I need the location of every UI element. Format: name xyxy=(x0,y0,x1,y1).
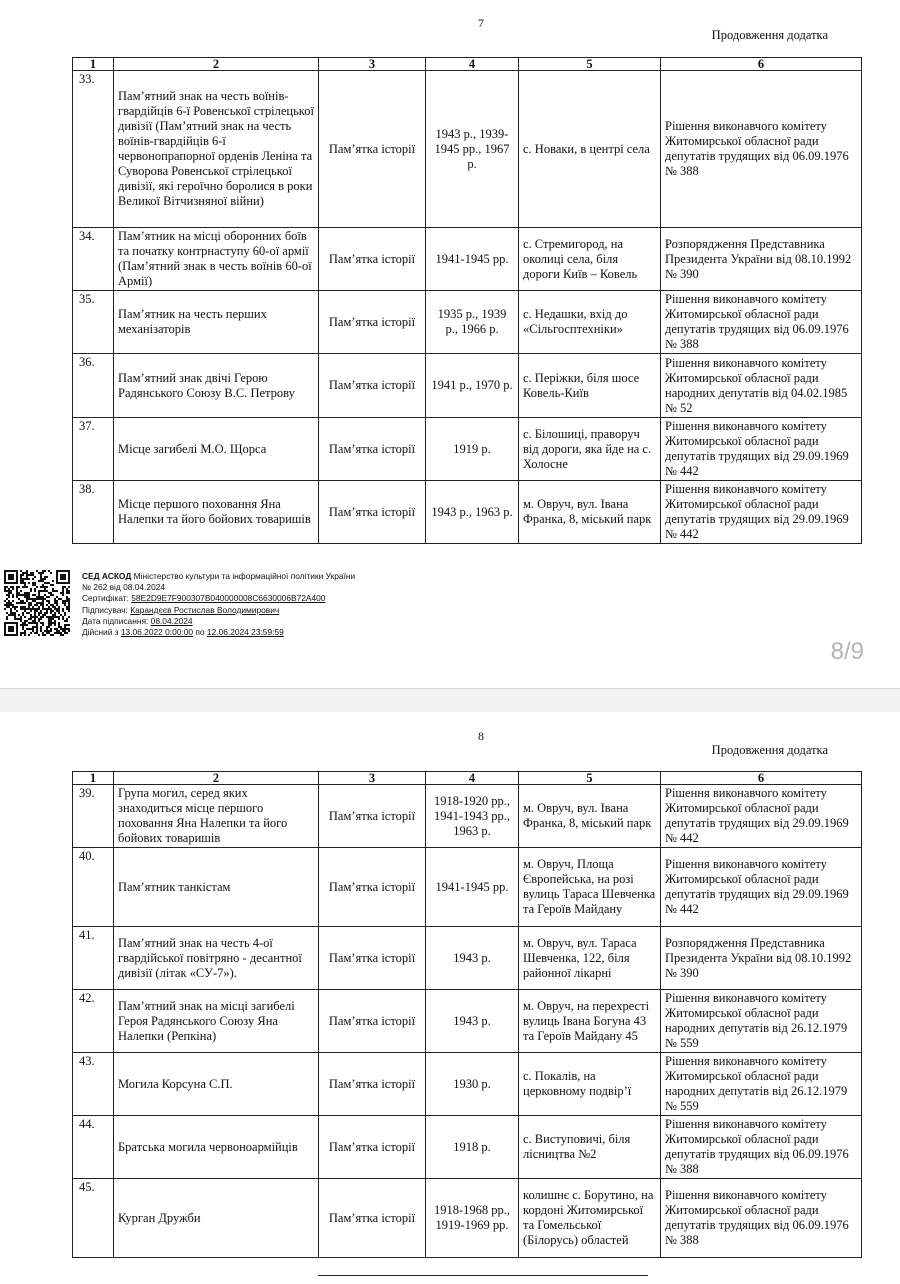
monument-name: Група могил, серед яких знаходиться місце першого поховання Яна Налепки та його бойових товаришів xyxy=(114,785,319,848)
monument-name: Місце першого поховання Яна Налепки та його бойових товаришів xyxy=(114,481,319,544)
table-row xyxy=(73,418,862,481)
monument-date: 1941-1945 рр. xyxy=(426,848,519,927)
row-number: 41. xyxy=(73,927,114,990)
column-header: 1 xyxy=(73,58,114,71)
monument-date: 1935 р., 1939 р., 1966 р. xyxy=(426,291,519,354)
document-page-8 xyxy=(0,712,900,1284)
digital-signature-stamp: СЕД АСКОД Міністерство культури та інформаційної політики України № 262 від 08.04.2024 Сертифікат: 58E2D9E7F900307B040000008C6630006B72A400 Підписувач: Карандєєв Ростислав Володимирович Дата підписання: 08.04.2024 Дійсний з 13.06.2022 0:00:00 по 12.06.2024 23:59:59 xyxy=(0,568,480,648)
qr-code-icon xyxy=(4,570,70,636)
table-row xyxy=(73,1116,862,1179)
page-number: 7 xyxy=(478,16,484,30)
protection-decision: Рішення виконавчого комітету Житомирської обласної ради депутатів трудящих від 06.09.1976 № 388 xyxy=(661,291,862,354)
signing-date: 08.04.2024 xyxy=(150,615,193,626)
protection-decision: Розпорядження Представника Президента України від 08.10.1992 № 390 xyxy=(661,927,862,990)
row-number: 39. xyxy=(73,785,114,848)
table-row xyxy=(73,481,862,544)
monument-date: 1941-1945 рр. xyxy=(426,228,519,291)
protection-decision: Рішення виконавчого комітету Житомирської обласної ради народних депутатів від 04.02.1985 № 52 xyxy=(661,354,862,418)
sheet-page-indicator: 8/9 xyxy=(830,638,864,665)
table-row xyxy=(73,228,862,291)
column-header: 4 xyxy=(426,58,519,71)
stamp-registration: № 262 від 08.04.2024 xyxy=(82,582,166,593)
monument-type: Пам’ятка історії xyxy=(319,418,426,481)
page-number: 8 xyxy=(478,729,484,743)
monument-location: м. Овруч, вул. Івана Франка, 8, міський парк xyxy=(519,785,661,848)
column-header: 5 xyxy=(519,58,661,71)
row-number: 38. xyxy=(73,481,114,544)
table-row xyxy=(73,71,862,228)
monument-location: с. Періжки, біля шосе Ковель-Київ xyxy=(519,354,661,418)
monument-date: 1919 р. xyxy=(426,418,519,481)
column-header: 2 xyxy=(114,58,319,71)
protection-decision: Рішення виконавчого комітету Житомирської обласної ради депутатів трудящих від 06.09.1976 № 388 xyxy=(661,71,862,228)
monument-location: с. Покалів, на церковному подвір’ї xyxy=(519,1053,661,1116)
table-row xyxy=(73,291,862,354)
row-number: 42. xyxy=(73,990,114,1053)
table-row xyxy=(73,354,862,418)
monument-date: 1918-1968 рр., 1919-1969 рр. xyxy=(426,1179,519,1258)
row-number: 36. xyxy=(73,354,114,418)
table-row xyxy=(73,848,862,927)
monument-name: Місце загибелі М.О. Щорса xyxy=(114,418,319,481)
page-separator xyxy=(0,688,900,713)
monument-type: Пам’ятка історії xyxy=(319,291,426,354)
valid-to: 12.06.2024 23:59:59 xyxy=(206,627,284,638)
monument-type: Пам’ятка історії xyxy=(319,1116,426,1179)
row-number: 44. xyxy=(73,1116,114,1179)
monument-location: с. Виступовичі, біля лісництва №2 xyxy=(519,1116,661,1179)
column-header: 6 xyxy=(661,772,862,785)
monument-location: м. Овруч, на перехресті вулиць Івана Богуна 43 та Героїв Майдану 45 xyxy=(519,990,661,1053)
monument-date: 1941 р., 1970 р. xyxy=(426,354,519,418)
monument-location: с. Білошиці, праворуч від дороги, яка йде на с. Холосне xyxy=(519,418,661,481)
stamp-ministry: Міністерство культури та інформаційної політики України xyxy=(131,571,356,581)
table-header-row xyxy=(73,58,862,71)
column-header: 2 xyxy=(114,772,319,785)
column-header: 6 xyxy=(661,58,862,71)
monument-name: Пам’ятник на честь перших механізаторів xyxy=(114,291,319,354)
monument-type: Пам’ятка історії xyxy=(319,354,426,418)
column-header: 3 xyxy=(319,772,426,785)
monument-name: Пам’ятний знак на честь воїнів-гвардійців 6-ї Ровенської стрілецької дивізії (Пам’ятний знак на честь воїнів-гвардійців 6-ї червонопрапорної орденів Леніна та Суворова Ровенської стрілецької дивізії, які героїчно боролися в роки Великої Вітчизняної війни) xyxy=(114,71,319,228)
monument-name: Курган Дружби xyxy=(114,1179,319,1258)
table-header-row xyxy=(73,772,862,785)
row-number: 33. xyxy=(73,71,114,228)
row-number: 43. xyxy=(73,1053,114,1116)
row-number: 45. xyxy=(73,1179,114,1258)
monument-location: м. Овруч, вул. Івана Франка, 8, міський парк xyxy=(519,481,661,544)
monument-date: 1918-1920 рр., 1941-1943 рр., 1963 р. xyxy=(426,785,519,848)
monument-name: Пам’ятник танкістам xyxy=(114,848,319,927)
monument-type: Пам’ятка історії xyxy=(319,990,426,1053)
monument-date: 1930 р. xyxy=(426,1053,519,1116)
table-row xyxy=(73,927,862,990)
monument-location: м. Овруч, вул. Тараса Шевченка, 122, біля районної лікарні xyxy=(519,927,661,990)
monument-name: Пам’ятний знак двічі Герою Радянського Союзу В.С. Петрову xyxy=(114,354,319,418)
monument-name: Братська могила червоноармійців xyxy=(114,1116,319,1179)
protection-decision: Рішення виконавчого комітету Житомирської обласної ради депутатів трудящих від 29.09.1969 № 442 xyxy=(661,418,862,481)
monument-name: Пам’ятник на місці оборонних боїв та початку контрнаступу 60-ої армії (Пам’ятний знак в честь воїнів 60-ої Армії) xyxy=(114,228,319,291)
monument-location: м. Овруч, Площа Європейська, на розі вулиць Тараса Шевченка та Героїв Майдану xyxy=(519,848,661,927)
protection-decision: Рішення виконавчого комітету Житомирської обласної ради депутатів трудящих від 29.09.1969 № 442 xyxy=(661,785,862,848)
column-header: 3 xyxy=(319,58,426,71)
monument-location: с. Недашки, вхід до «Сільгосптехніки» xyxy=(519,291,661,354)
monument-location: с. Стремигород, на околиці села, біля дороги Київ – Ковель xyxy=(519,228,661,291)
row-number: 35. xyxy=(73,291,114,354)
continuation-label: Продовження додатка xyxy=(711,743,828,757)
column-header: 1 xyxy=(73,772,114,785)
monument-type: Пам’ятка історії xyxy=(319,927,426,990)
monument-type: Пам’ятка історії xyxy=(319,848,426,927)
protection-decision: Рішення виконавчого комітету Житомирської обласної ради депутатів трудящих від 29.09.1969 № 442 xyxy=(661,848,862,927)
protection-decision: Розпорядження Представника Президента України від 08.10.1992 № 390 xyxy=(661,228,862,291)
monument-name: Могила Корсуна С.П. xyxy=(114,1053,319,1116)
monument-name: Пам’ятний знак на місці загибелі Героя Радянського Союзу Яна Налепки (Репкіна) xyxy=(114,990,319,1053)
monument-type: Пам’ятка історії xyxy=(319,71,426,228)
monuments-table xyxy=(72,57,862,544)
table-row xyxy=(73,1053,862,1116)
monument-date: 1943 р. xyxy=(426,927,519,990)
monument-type: Пам’ятка історії xyxy=(319,228,426,291)
monument-name: Пам’ятний знак на честь 4-ої гвардійської повітряно - десантної дивізії (літак «СУ-7»). xyxy=(114,927,319,990)
monument-date: 1943 р., 1939-1945 рр., 1967 р. xyxy=(426,71,519,228)
protection-decision: Рішення виконавчого комітету Житомирської обласної ради народних депутатів від 26.12.1979 № 559 xyxy=(661,1053,862,1116)
table-row xyxy=(73,1179,862,1258)
continuation-label: Продовження додатка xyxy=(711,28,828,42)
table-row xyxy=(73,785,862,848)
monument-location: с. Новаки, в центрі села xyxy=(519,71,661,228)
row-number: 37. xyxy=(73,418,114,481)
valid-from: 13.06.2022 0:00:00 xyxy=(120,627,194,638)
certificate-id: 58E2D9E7F900307B040000008C6630006B72A400 xyxy=(131,593,326,604)
row-number: 40. xyxy=(73,848,114,927)
protection-decision: Рішення виконавчого комітету Житомирської обласної ради народних депутатів від 26.12.1979 № 559 xyxy=(661,990,862,1053)
monument-type: Пам’ятка історії xyxy=(319,1179,426,1258)
protection-decision: Рішення виконавчого комітету Житомирської обласної ради депутатів трудящих від 06.09.1976 № 388 xyxy=(661,1116,862,1179)
protection-decision: Рішення виконавчого комітету Житомирської обласної ради депутатів трудящих від 06.09.1976 № 388 xyxy=(661,1179,862,1258)
signer-name: Карандєєв Ростислав Володимирович xyxy=(130,604,280,615)
monuments-table xyxy=(72,771,862,1258)
protection-decision: Рішення виконавчого комітету Житомирської обласної ради депутатів трудящих від 29.09.1969 № 442 xyxy=(661,481,862,544)
stamp-system: СЕД АСКОД xyxy=(82,571,132,581)
monument-date: 1943 р., 1963 р. xyxy=(426,481,519,544)
monument-location: колишнє с. Борутино, на кордоні Житомирської та Гомельської (Білорусь) областей xyxy=(519,1179,661,1258)
monument-type: Пам’ятка історії xyxy=(319,785,426,848)
monument-date: 1943 р. xyxy=(426,990,519,1053)
monument-type: Пам’ятка історії xyxy=(319,481,426,544)
row-number: 34. xyxy=(73,228,114,291)
column-header: 5 xyxy=(519,772,661,785)
monument-date: 1918 р. xyxy=(426,1116,519,1179)
column-header: 4 xyxy=(426,772,519,785)
monument-type: Пам’ятка історії xyxy=(319,1053,426,1116)
document-end-line xyxy=(318,1275,648,1276)
table-row xyxy=(73,990,862,1053)
